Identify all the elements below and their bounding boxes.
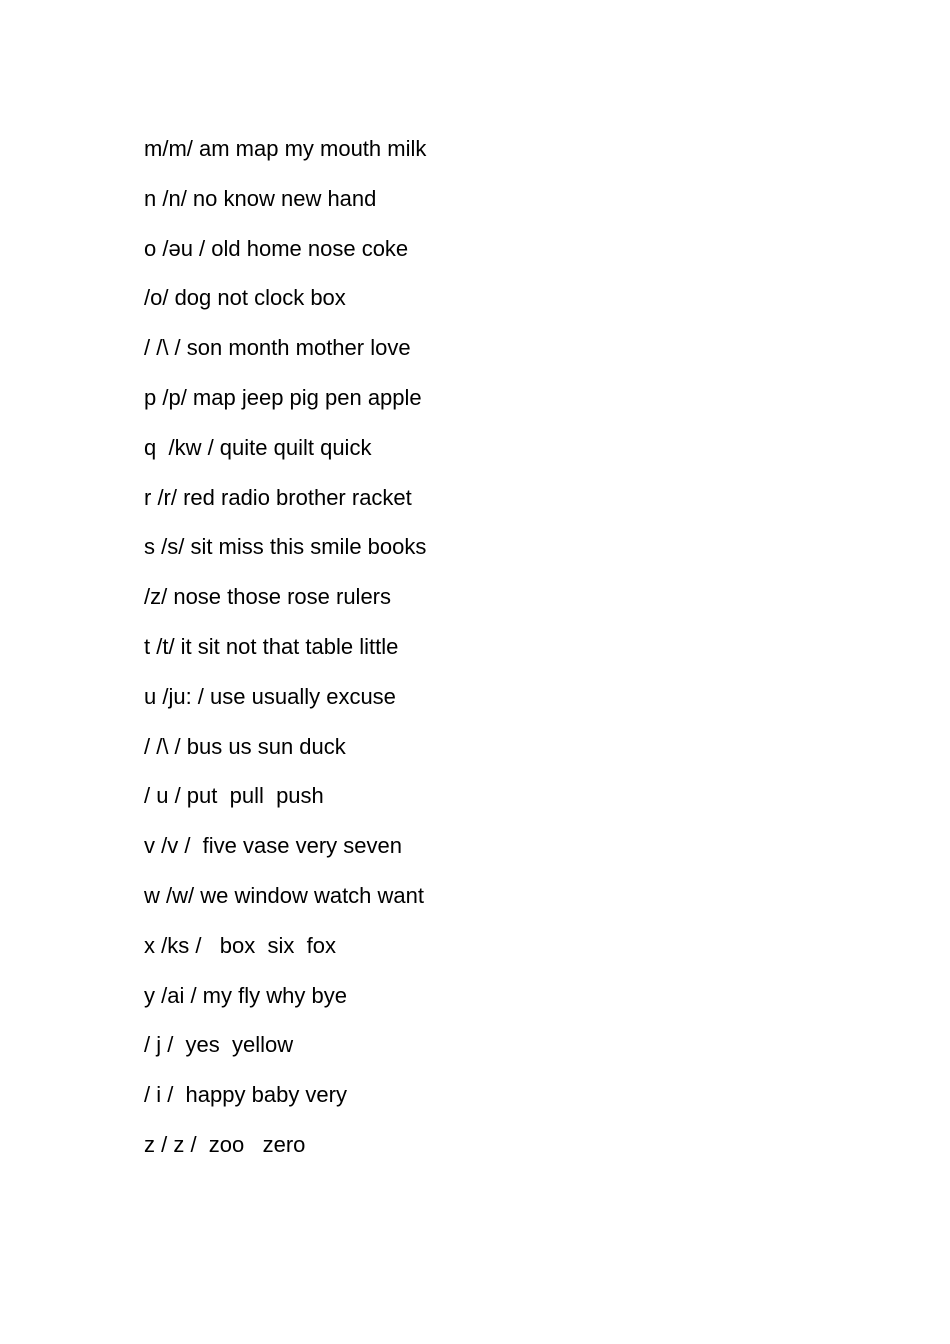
phonics-line-o: o /əu / old home nose coke [144, 235, 409, 261]
phonics-list [144, 134, 904, 1180]
phonics-line-r: r /r/ red radio brother racket [144, 484, 412, 510]
phonics-line-p: p /p/ map jeep pig pen apple [144, 384, 422, 410]
phonics-line-y-i: / i / happy baby very [144, 1082, 347, 1108]
phonics-line-u: u /ju: / use usually excuse [144, 683, 396, 709]
phonics-line-t: t /t/ it sit not that table little [144, 633, 399, 659]
phonics-line-y-j: / j / yes yellow [144, 1032, 294, 1058]
phonics-line-n: n /n/ no know new hand [144, 185, 377, 211]
phonics-line-z: z / z / zoo zero [144, 1131, 306, 1157]
phonics-line-u-short: / u / put pull push [144, 783, 324, 809]
phonics-line-y: y /ai / my fly why bye [144, 982, 347, 1008]
phonics-line-o-short: /o/ dog not clock box [144, 285, 346, 311]
phonics-line-x: x /ks / box six fox [144, 932, 336, 958]
phonics-line-s: s /s/ sit miss this smile books [144, 534, 427, 560]
phonics-line-s-z: /z/ nose those rose rulers [144, 584, 392, 610]
phonics-line-m: m/m/ am map my mouth milk [144, 136, 427, 161]
phonics-line-o-wedge: / /\ / son month mother love [144, 335, 411, 361]
phonics-line-u-wedge: / /\ / bus us sun duck [144, 733, 346, 759]
phonics-line-q: q /kw / quite quilt quick [144, 434, 372, 460]
phonics-line-w: w /w/ we window watch want [144, 882, 424, 908]
phonics-line-v: v /v / five vase very seven [144, 833, 402, 859]
